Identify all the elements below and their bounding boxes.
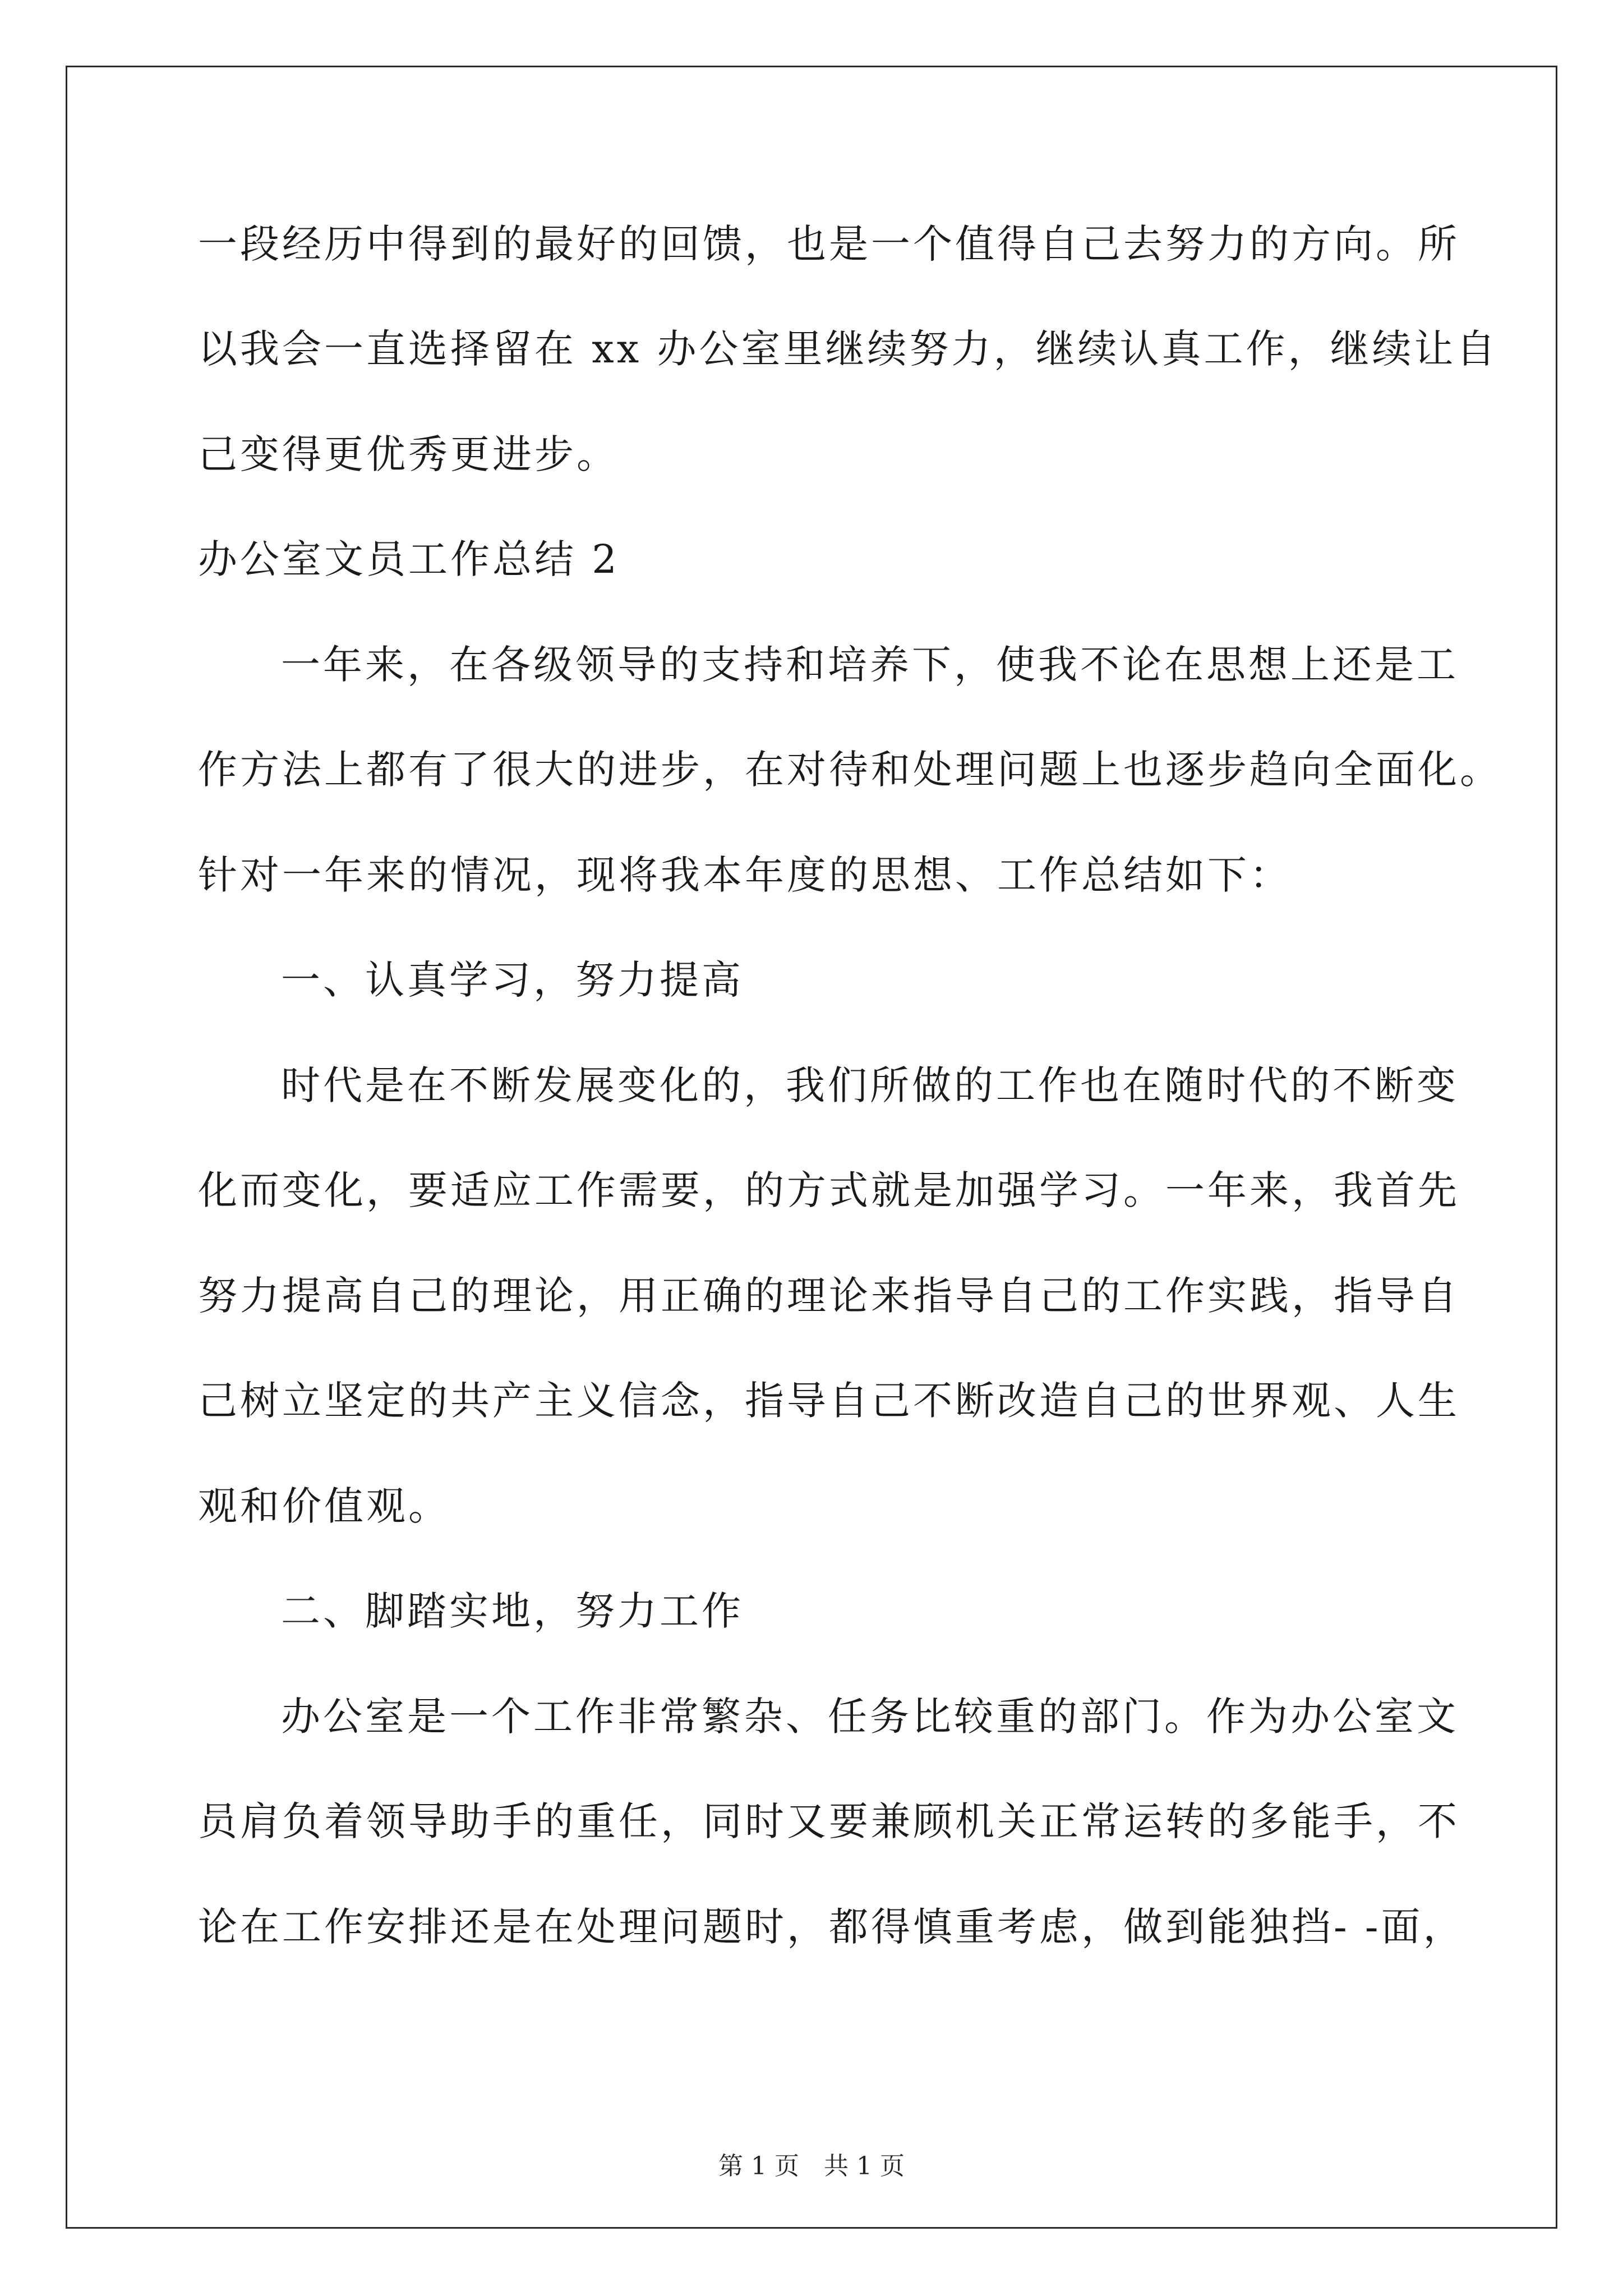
paragraph-line: 一年来，在各级领导的支持和培养下，使我不论在思想上还是工	[281, 642, 1459, 688]
paragraph-line: 时代是在不断发展变化的，我们所做的工作也在随时代的不断变	[281, 1062, 1459, 1108]
paragraph-line: 己变得更优秀更进步。	[198, 431, 619, 477]
paragraph-line: 作方法上都有了很大的进步，在对待和处理问题上也逐步趋向全面化。	[198, 747, 1502, 793]
paragraph-line: 观和价值观。	[198, 1483, 450, 1529]
paragraph-line: 化而变化，要适应工作需要，的方式就是加强学习。一年来，我首先	[198, 1167, 1460, 1213]
paragraph-line: 办公室是一个工作非常繁杂、任务比较重的部门。作为办公室文	[281, 1694, 1459, 1740]
paragraph-line: 员肩负着领导助手的重任，同时又要兼顾机关正常运转的多能手，不	[198, 1798, 1460, 1844]
paragraph-line: 针对一年来的情况，现将我本年度的思想、工作总结如下：	[198, 852, 1292, 898]
paragraph-line: 论在工作安排还是在处理问题时，都得慎重考虑，做到能独挡- -面，	[198, 1904, 1465, 1950]
page-footer: 第 1 页 共 1 页	[718, 2152, 905, 2180]
subheading: 一、认真学习，努力提高	[281, 957, 744, 1003]
paragraph-line: 己树立坚定的共产主义信念，指导自己不断改造自己的世界观、人生	[198, 1378, 1460, 1424]
paragraph-line: 以我会一直选择留在 xx 办公室里继续努力，继续认真工作，继续让自	[198, 326, 1498, 372]
paragraph-line: 一段经历中得到的最好的回馈，也是一个值得自己去努力的方向。所	[198, 221, 1460, 267]
section-title: 办公室文员工作总结 2	[198, 536, 620, 582]
paragraph-line: 努力提高自己的理论，用正确的理论来指导自己的工作实践，指导自	[198, 1273, 1460, 1319]
subheading: 二、脚踏实地，努力工作	[281, 1588, 744, 1634]
